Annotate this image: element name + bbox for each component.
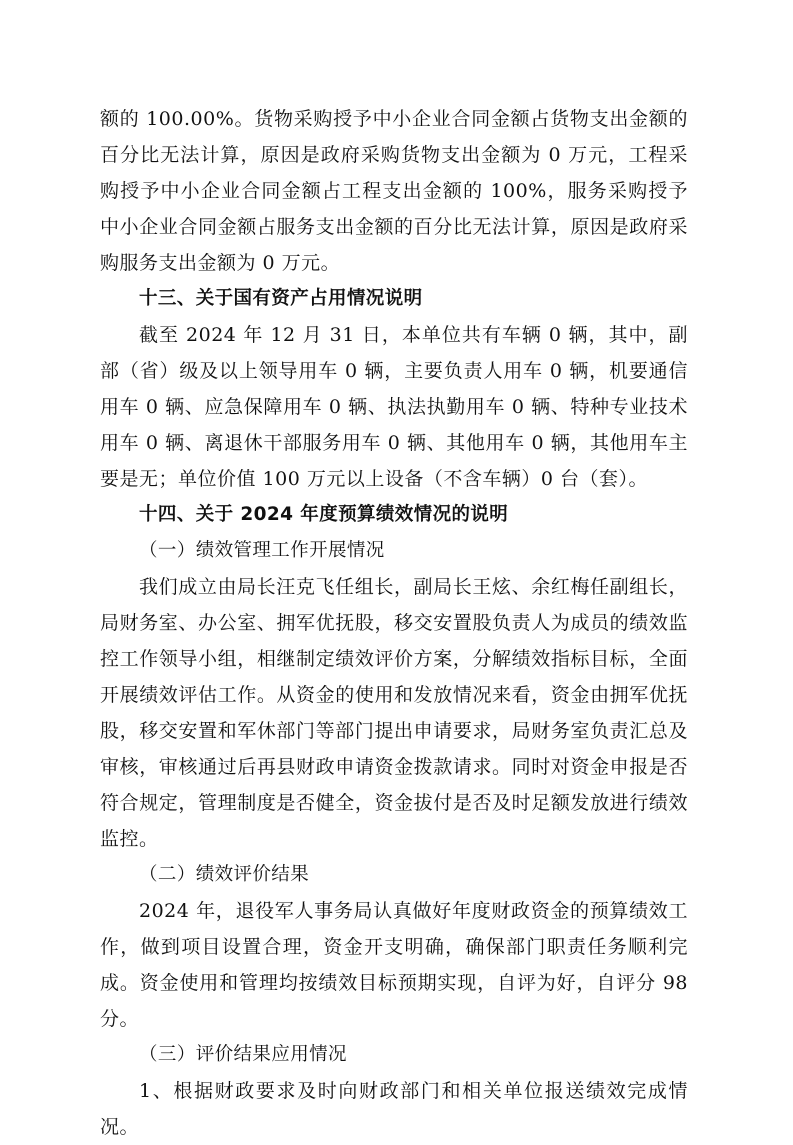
- paragraph-vehicles-assets: 截至 2024 年 12 月 31 日，本单位共有车辆 0 辆，其中，副部（省）级及以上领导用车 0 辆，主要负责人用车 0 辆，机要通信用车 0 辆、应急保障用车 0 辆、执法执勤用车 0 辆、特种专业技术用车 0 辆、离退休干部服务用车 0 辆、其他用车 0 辆，其他用车主要是无；单位价值 100 万元以上设备（不含车辆）0 台（套）。: [100, 324, 688, 490]
- subheading-performance-management: （一）绩效管理工作开展情况: [139, 540, 385, 561]
- paragraph-result-application: 1、根据财政要求及时向财政部门和相关单位报送绩效完成情况。: [100, 1080, 688, 1138]
- paragraph-evaluation-results: 2024 年，退役军人事务局认真做好年度财政资金的预算绩效工作，做到项目设置合理，资金开支明确，确保部门职责任务顺利完成。资金使用和管理均按绩效目标预期实现，自评为好，自评分 98 分。: [100, 900, 688, 1030]
- section-heading-state-assets: 十三、关于国有资产占用情况说明: [139, 288, 423, 309]
- paragraph-procurement-continuation: 额的 100.00%。货物采购授予中小企业合同金额占货物支出金额的百分比无法计算，原因是政府采购货物支出金额为 0 万元，工程采购授予中小企业合同金额占工程支出金额的 100%，服务采购授予中小企业合同金额占服务支出金额的百分比无法计算，原因是政府采购服务支出金额为 0 万元。: [100, 108, 688, 274]
- paragraph-performance-management: 我们成立由局长汪克飞任组长，副局长王炫、余红梅任副组长，局财务室、办公室、拥军优抚股，移交安置股负责人为成员的绩效监控工作领导小组，相继制定绩效评价方案，分解绩效指标目标，全面开展绩效评估工作。从资金的使用和发放情况来看，资金由拥军优抚股，移交安置和军休部门等部门提出申请要求，局财务室负责汇总及审核，审核通过后再县财政申请资金拨款请求。同时对资金申报是否符合规定，管理制度是否健全，资金拔付是否及时足额发放进行绩效监控。: [100, 576, 688, 850]
- subheading-evaluation-results: （二）绩效评价结果: [139, 864, 310, 885]
- section-heading-performance: 十四、关于 2024 年度预算绩效情况的说明: [139, 504, 509, 525]
- subheading-result-application: （三）评价结果应用情况: [139, 1044, 347, 1065]
- document-body: [100, 101, 688, 1145]
